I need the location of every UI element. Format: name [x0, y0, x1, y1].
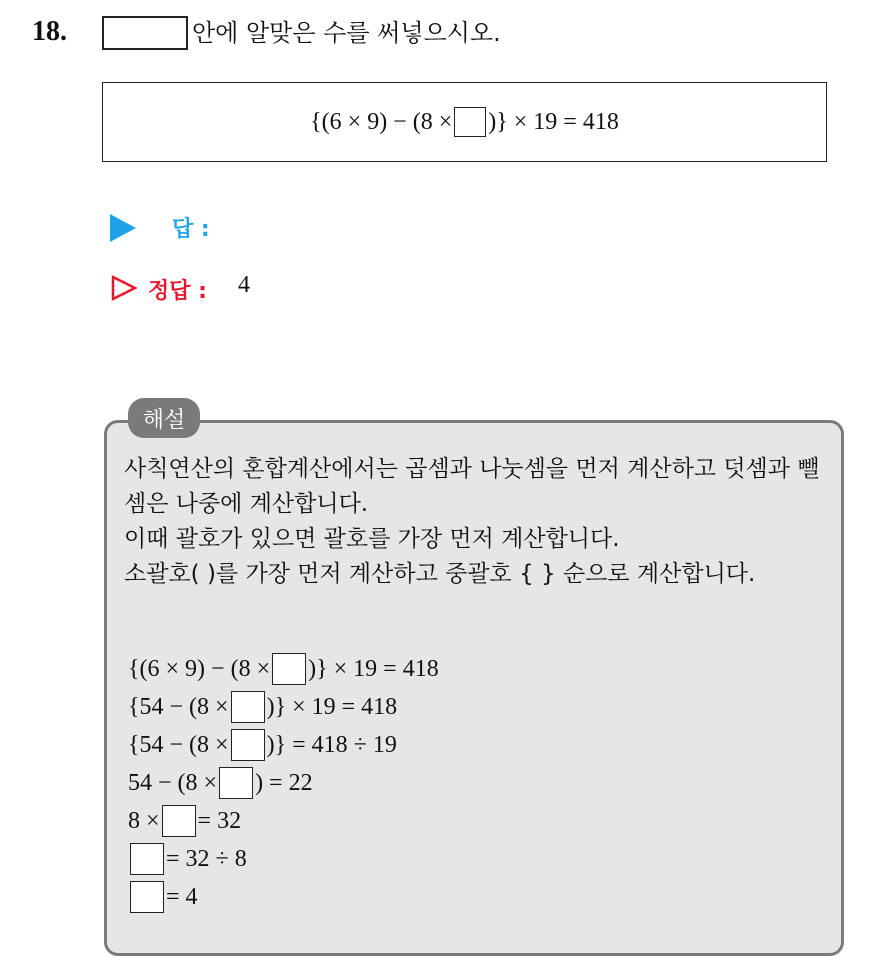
- work-step: [128, 840, 247, 878]
- work-step: [128, 726, 397, 764]
- work-step-post: = 32: [197, 808, 242, 834]
- work-blank-box: [231, 729, 265, 761]
- expression-box: [102, 82, 827, 162]
- work-blank-box: [162, 805, 196, 837]
- answer-label: 답 :: [172, 217, 210, 242]
- expression-left: {(6 × 9) − (8 ×: [310, 108, 453, 135]
- expression-right: )} × 19 = 418: [488, 108, 619, 135]
- work-blank-box: [272, 653, 306, 685]
- work-step: [128, 650, 439, 688]
- work-step-pre: 8 ×: [128, 808, 160, 834]
- work-step-post: )} × 19 = 418: [266, 694, 398, 720]
- explanation-text: [124, 452, 824, 592]
- work-step-pre: {54 − (8 ×: [128, 694, 229, 720]
- work-step: [128, 688, 397, 726]
- question-number: 18.: [32, 16, 67, 47]
- work-blank-box: [219, 767, 253, 799]
- work-blank-box: [130, 843, 164, 875]
- expression: [310, 107, 619, 137]
- correct-value: 4: [238, 272, 250, 298]
- work-blank-box: [231, 691, 265, 723]
- work-step-pre: 54 − (8 ×: [128, 770, 218, 796]
- explanation-tag: 해설: [128, 398, 200, 438]
- work-blank-box: [130, 881, 164, 913]
- work-step-pre: {54 − (8 ×: [128, 732, 229, 758]
- question-blank-box: [102, 16, 188, 50]
- work-step-pre: {(6 × 9) − (8 ×: [128, 656, 271, 682]
- work-step-post: = 4: [166, 884, 198, 910]
- expression-blank-box: [454, 107, 486, 137]
- correct-arrow-icon: [110, 274, 138, 302]
- work-step-post: )} × 19 = 418: [308, 656, 439, 682]
- explanation-paragraph: 이때 괄호가 있으면 괄호를 가장 먼저 계산합니다.: [124, 526, 620, 552]
- correct-label: 정답 :: [148, 279, 207, 304]
- work-step: [128, 878, 198, 916]
- work-step: [128, 802, 241, 840]
- work-step: [128, 764, 313, 802]
- explanation-paragraph: 소괄호( )를 가장 먼저 계산하고 중괄호 { } 순으로 계산합니다.: [124, 561, 756, 587]
- explanation-paragraph: 사칙연산의 혼합계산에서는 곱셈과 나눗셈을 먼저 계산하고 덧셈과 뺄셈은 나중에 계산합니다.: [124, 456, 820, 517]
- question-text: 안에 알맞은 수를 써넣으시오.: [192, 19, 501, 47]
- work-step-post: )} = 418 ÷ 19: [266, 732, 397, 758]
- answer-arrow-icon: [110, 214, 136, 242]
- work-step-post: ) = 22: [255, 770, 313, 796]
- work-step-post: = 32 ÷ 8: [166, 846, 247, 872]
